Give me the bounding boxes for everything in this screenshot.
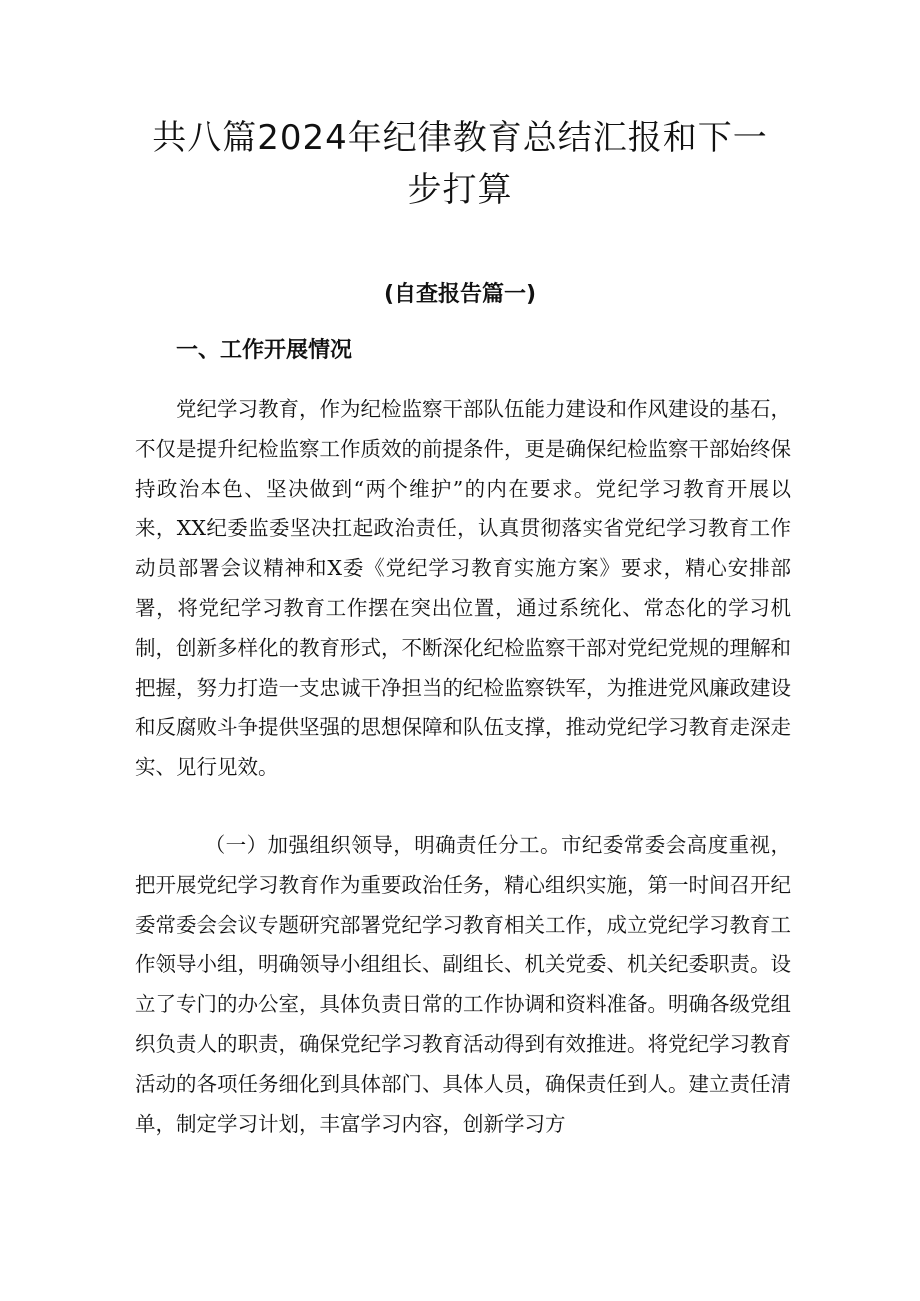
document-subtitle: (自查报告篇一) bbox=[383, 282, 537, 307]
document-title: 共八篇2024年纪律教育总结汇报和下一步打算 bbox=[152, 118, 768, 210]
section-heading: 一、工作开展情况 bbox=[176, 338, 353, 363]
paragraph-organization: （一）加强组织领导，明确责任分工。市纪委常委会高度重视，把开展党纪学习教育作为重要政治任务，精心组织实施，第一时间召开纪委常委会会议专题研究部署党纪学习教育相关工作，成立党纪学习教育工作领导小组，明确领导小组组长、副组长、机关党委、机关纪委职责。设立了专门的办公室，具体负责日常的工作协调和资料准备。明确各级党组织负责人的职责，确保党纪学习教育活动得到有效推进。将党纪学习教育活动的各项任务细化到具体部门、具体人员，确保责任到人。建立责任清单，制定学习计划，丰富学习内容，创新学习方 bbox=[135, 833, 791, 1136]
paragraph-intro: 党纪学习教育，作为纪检监察干部队伍能力建设和作风建设的基石，不仅是提升纪检监察工作质效的前提条件，更是确保纪检监察干部始终保持政治本色、坚决做到“两个维护”的内在要求。党纪学习教育开展以来，XX纪委监委坚决扛起政治责任，认真贯彻落实省党纪学习教育工作动员部署会议精神和X委《党纪学习教育实施方案》要求，精心安排部署，将党纪学习教育工作摆在突出位置，通过系统化、常态化的学习机制，创新多样化的教育形式，不断深化纪检监察干部对党纪党规的理解和把握，努力打造一支忠诚干净担当的纪检监察铁军，为推进党风廉政建设和反腐败斗争提供坚强的思想保障和队伍支撑，推动党纪学习教育走深走实、见行见效。 bbox=[135, 397, 791, 780]
